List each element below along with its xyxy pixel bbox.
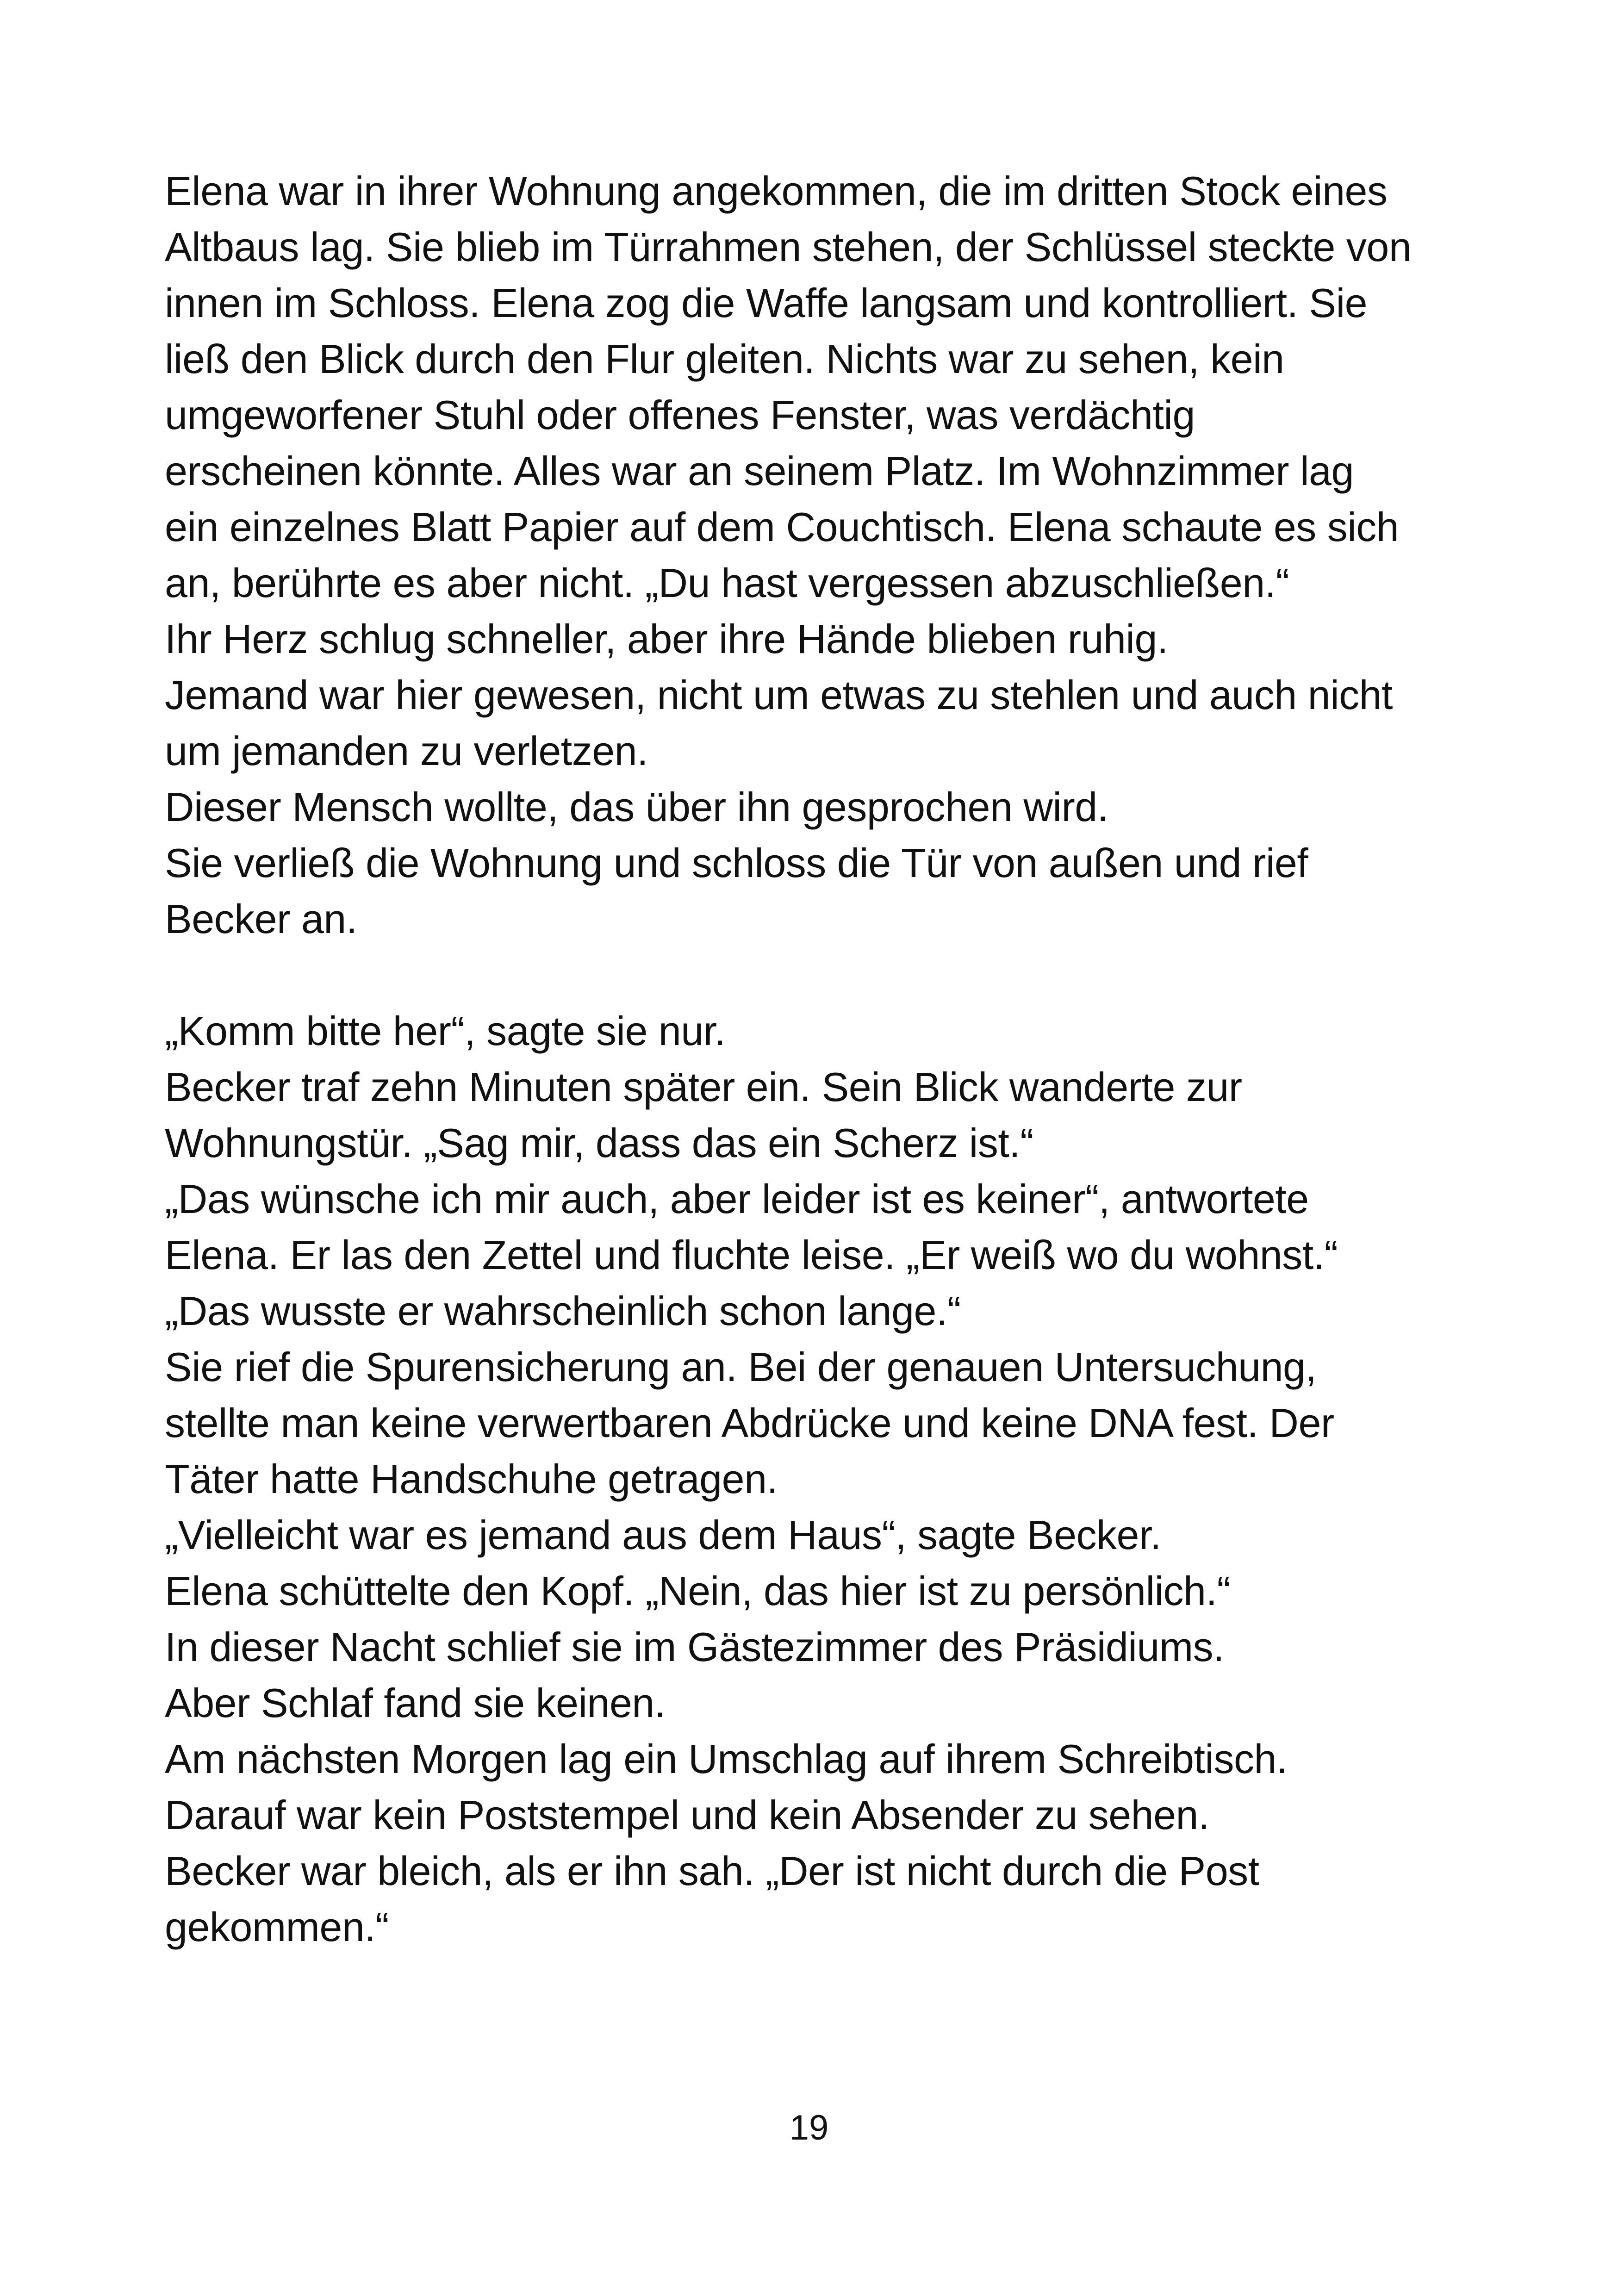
text-line: Elena. Er las den Zettel und fluchte leise. „Er weiß wo du wohnst.“ [165,1232,1338,1278]
text-line: Jemand war hier gewesen, nicht um etwas zu stehlen und auch nicht [165,672,1393,718]
text-line: Darauf war kein Poststempel und kein Absender zu sehen. [165,1792,1209,1838]
text-line: Sie verließ die Wohnung und schloss die Tür von außen und rief [165,840,1308,886]
text-line: „Komm bitte her“, sagte sie nur. [165,1008,726,1054]
text-line: Täter hatte Handschuhe getragen. [165,1456,778,1502]
text-line: an, berührte es aber nicht. „Du hast vergessen abzuschließen.“ [165,560,1289,606]
text-line: erscheinen könnte. Alles war an seinem Platz. Im Wohnzimmer lag [165,448,1354,494]
text-line: In dieser Nacht schlief sie im Gästezimmer des Präsidiums. [165,1624,1225,1670]
text-line: Aber Schlaf fand sie keinen. [165,1680,666,1726]
page-number: 19 [789,2108,829,2147]
text-line: ließ den Blick durch den Flur gleiten. Nichts war zu sehen, kein [165,336,1284,382]
text-line: „Vielleicht war es jemand aus dem Haus“, sagte Becker. [165,1512,1161,1558]
text-line: Becker traf zehn Minuten später ein. Sein Blick wanderte zur [165,1064,1242,1110]
text-line: „Das wusste er wahrscheinlich schon lange.“ [165,1288,961,1334]
text-line: Wohnungstür. „Sag mir, dass das ein Scherz ist.“ [165,1120,1034,1166]
text-line: Altbaus lag. Sie blieb im Türrahmen stehen, der Schlüssel steckte von [165,224,1412,270]
text-line: Elena schüttelte den Kopf. „Nein, das hier ist zu persönlich.“ [165,1568,1231,1614]
text-line: innen im Schloss. Elena zog die Waffe langsam und kontrolliert. Sie [165,280,1368,326]
paragraph-break [165,947,1461,1003]
text-line: Elena war in ihrer Wohnung angekommen, die im dritten Stock eines [165,168,1388,214]
text-line: gekommen.“ [165,1904,389,1950]
text-line: Sie rief die Spurensicherung an. Bei der genauen Untersuchung, [165,1344,1317,1390]
body-text [165,163,1461,1955]
paragraph-1 [165,163,1461,947]
text-line: stellte man keine verwertbaren Abdrücke und keine DNA fest. Der [165,1400,1334,1446]
text-line: Dieser Mensch wollte, das über ihn gesprochen wird. [165,784,1108,830]
text-line: um jemanden zu verletzen. [165,728,648,774]
text-line: „Das wünsche ich mir auch, aber leider ist es keiner“, antwortete [165,1176,1309,1222]
text-line: Ihr Herz schlug schneller, aber ihre Hände blieben ruhig. [165,616,1168,662]
text-line: umgeworfener Stuhl oder offenes Fenster, was verdächtig [165,392,1195,438]
text-line: Becker an. [165,896,357,942]
text-line: ein einzelnes Blatt Papier auf dem Couchtisch. Elena schaute es sich [165,504,1399,550]
paragraph-2 [165,1003,1461,1955]
text-line: Am nächsten Morgen lag ein Umschlag auf ihrem Schreibtisch. [165,1736,1288,1782]
text-line: Becker war bleich, als er ihn sah. „Der ist nicht durch die Post [165,1848,1259,1894]
